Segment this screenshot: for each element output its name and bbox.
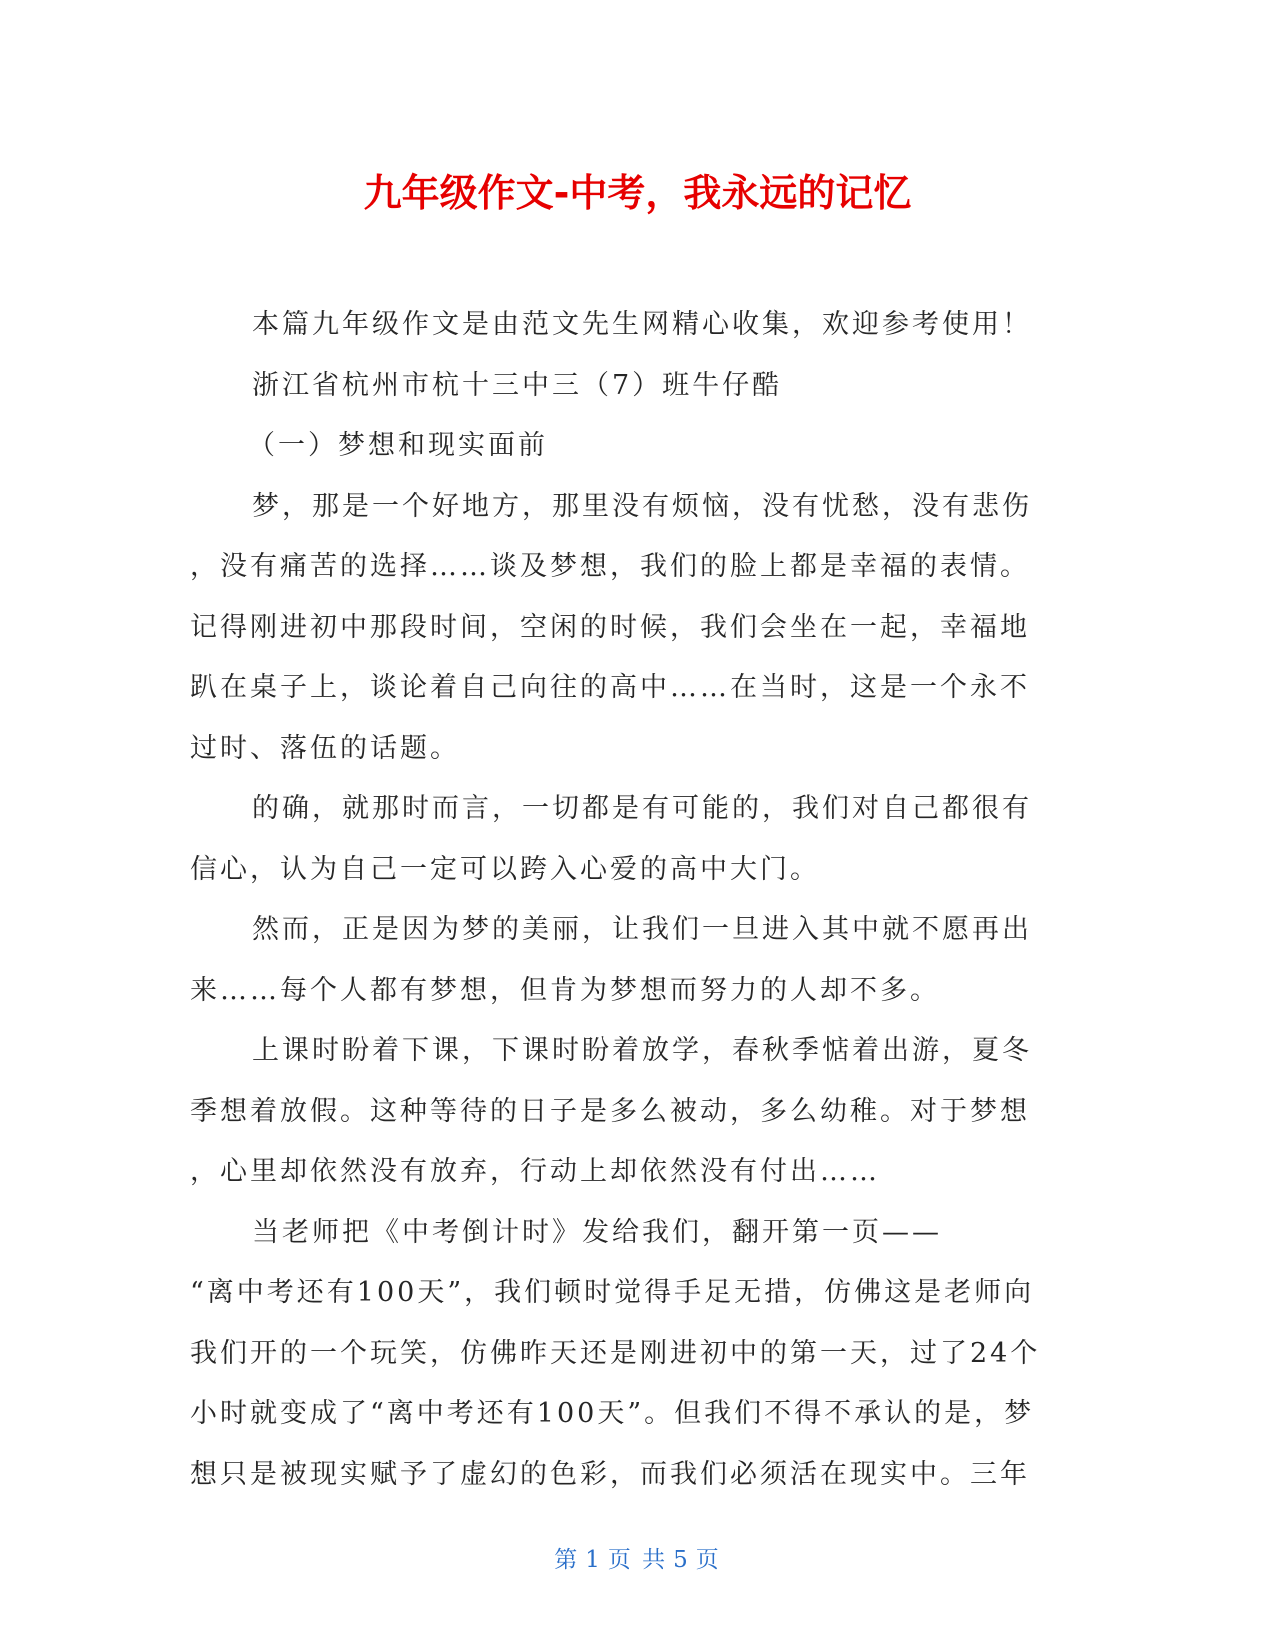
paragraph-line: 小时就变成了“离中考还有100天”。但我们不得不承认的是，梦 bbox=[190, 1398, 1035, 1429]
paragraph-line: 想只是被现实赋予了虚幻的色彩，而我们必须活在现实中。三年 bbox=[190, 1458, 1030, 1490]
footer-of-label: 页 共 bbox=[607, 1547, 668, 1573]
paragraph-line: 信心，认为自己一定可以跨入心爱的高中大门。 bbox=[190, 853, 820, 885]
section-heading: （一）梦想和现实面前 bbox=[248, 430, 548, 461]
paragraph-line: ，心里却依然没有放弃，行动上却依然没有付出…… bbox=[190, 1156, 880, 1187]
paragraph-line: 记得刚进初中那段时间，空闲的时候，我们会坐在一起，幸福地 bbox=[190, 611, 1030, 643]
footer-page-label: 第 bbox=[554, 1547, 580, 1573]
footer-current-page: 1 bbox=[585, 1547, 602, 1573]
footer-total-pages: 5 bbox=[673, 1547, 690, 1573]
paragraph-line: ，没有痛苦的选择……谈及梦想，我们的脸上都是幸福的表情。 bbox=[190, 551, 1030, 582]
paragraph-line: 上课时盼着下课，下课时盼着放学，春秋季惦着出游，夏冬 bbox=[252, 1035, 1032, 1066]
paragraph-line: 来……每个人都有梦想，但肯为梦想而努力的人却不多。 bbox=[190, 974, 940, 1006]
document-title: 九年级作文-中考，我永远的记忆 bbox=[363, 171, 912, 215]
author-line: 浙江省杭州市杭十三中三（7）班牛仔酷 bbox=[252, 369, 783, 401]
paragraph-line: 趴在桌子上，谈论着自己向往的高中……在当时，这是一个永不 bbox=[190, 672, 1030, 703]
paragraph-line: 梦，那是一个好地方，那里没有烦恼，没有忧愁，没有悲伤 bbox=[252, 490, 1032, 522]
paragraph-line: 过时、落伍的话题。 bbox=[190, 732, 460, 764]
paragraph-line: 的确，就那时而言，一切都是有可能的，我们对自己都很有 bbox=[252, 793, 1032, 824]
document-body bbox=[190, 295, 1085, 1505]
paragraph-line: 然而，正是因为梦的美丽，让我们一旦进入其中就不愿再出 bbox=[252, 914, 1032, 945]
page-footer bbox=[0, 1545, 1275, 1575]
paragraph-line: “离中考还有100天”，我们顿时觉得手足无措，仿佛这是老师向 bbox=[190, 1277, 1035, 1308]
footer-end-label: 页 bbox=[695, 1547, 721, 1573]
paragraph-line: 当老师把《中考倒计时》发给我们，翻开第一页—— bbox=[252, 1216, 942, 1248]
paragraph-line: 季想着放假。这种等待的日子是多么被动，多么幼稚。对于梦想 bbox=[190, 1095, 1030, 1127]
intro-line: 本篇九年级作文是由范文先生网精心收集，欢迎参考使用！ bbox=[252, 309, 1032, 340]
paragraph-line: 我们开的一个玩笑，仿佛昨天还是刚进初中的第一天，过了24个 bbox=[190, 1337, 1041, 1369]
